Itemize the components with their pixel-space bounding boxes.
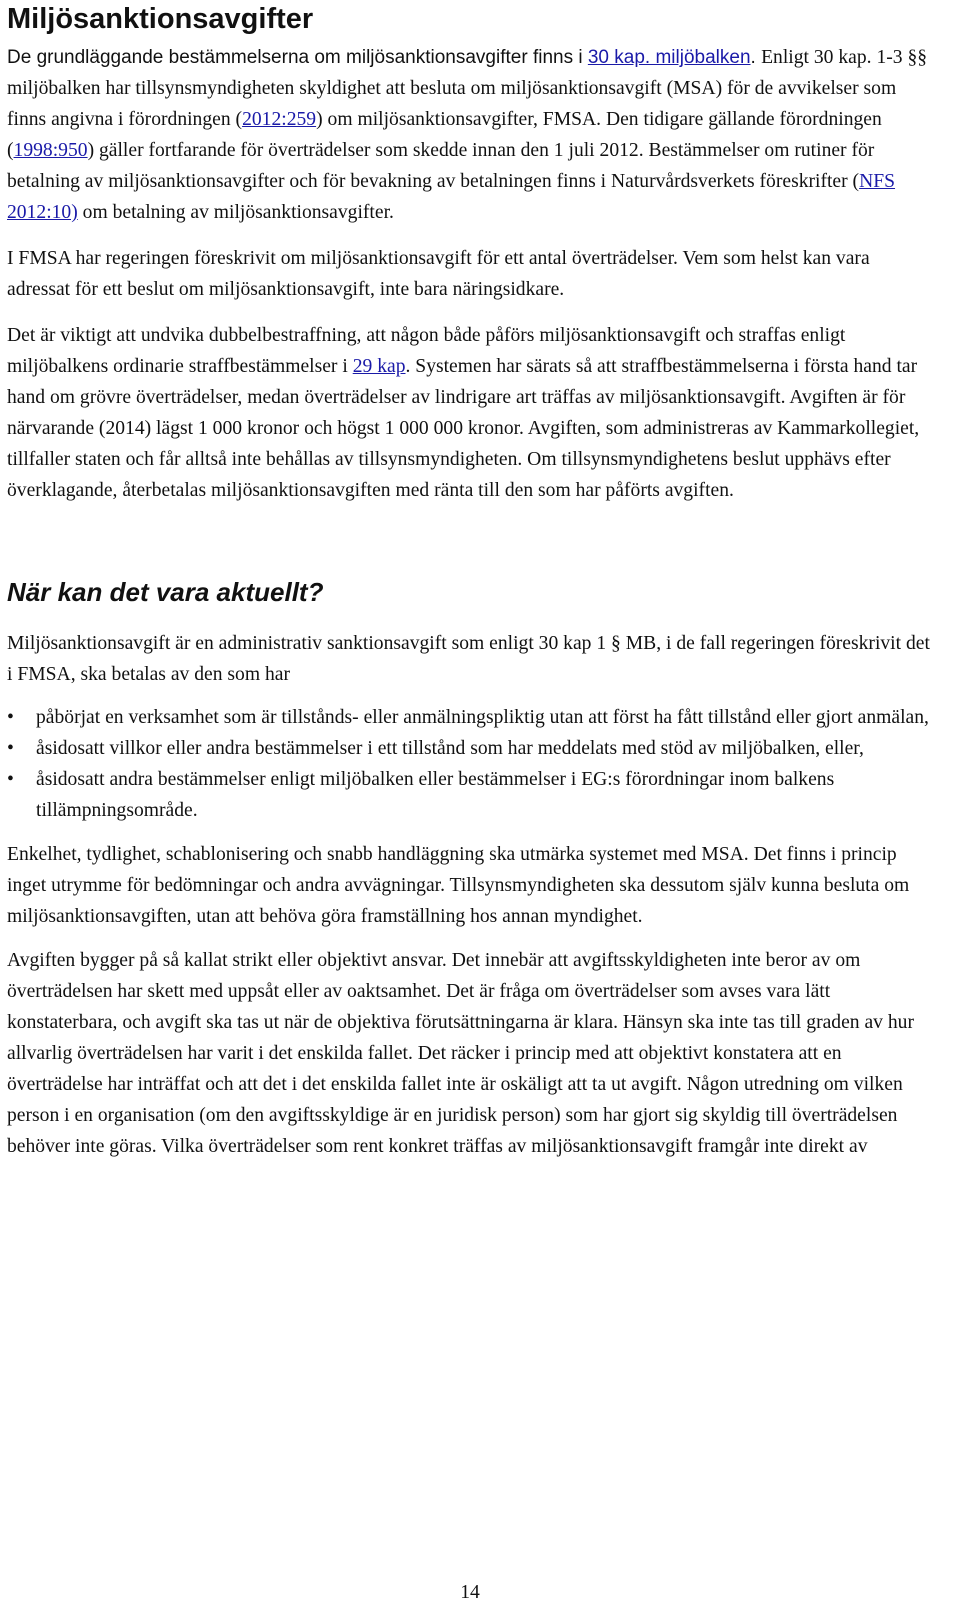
list-item-text: påbörjat en verksamhet som är tillstånds- eller anmälningspliktig utan att först ha fått tillstånd eller gjort anmälan,: [36, 707, 929, 728]
bullet-icon: •: [7, 769, 14, 790]
para3-text-b: . Systemen har särats så att straffbestämmelserna i första hand tar hand om grövre överträdelser, medan överträdelser av lindrigare art träffas av miljösanktionsavgift. Avgiften är för närvarande (2014) lägst 1 000 kronor och högst 1 000 000 kronor. Avgiften, som administreras av Kammarkollegiet, tillfaller staten och får alltså inte behållas av tillsynsmyndigheten. Om tillsynsmyndighetens beslut upphävs efter överklagande, återbetalas miljösanktionsavgiften med ränta till den som har påförts avgiften.: [7, 356, 920, 501]
intro-paragraph: [7, 42, 932, 228]
intro-text-1b: .: [750, 47, 762, 68]
link-29-kap[interactable]: 29 kap: [352, 356, 406, 377]
paragraph-definition: Miljösanktionsavgift är en administrativ sanktionsavgift som enligt 30 kap 1 § MB, i de fall regeringen föreskrivit det i FMSA, ska betalas av den som har: [7, 633, 930, 685]
intro-text-1: De grundläggande bestämmelserna om miljösanktionsavgifter finns i: [7, 47, 588, 68]
paragraph-fmsa: I FMSA har regeringen föreskrivit om miljösanktionsavgift för ett antal överträdelser. Vem som helst kan vara adressat för ett beslut om miljösanktionsavgift, inte bara näringsidkare.: [7, 248, 870, 300]
paragraph-enkelhet: Enkelhet, tydlighet, schablonisering och snabb handläggning ska utmärka systemet med MSA. Det finns i princip inget utrymme för bedömningar och andra avvägningar. Tillsynsmyndigheten ska dessutom själv kunna besluta om miljösanktionsavgiften, utan att behöva göra framställning hos annan myndighet.: [7, 844, 910, 927]
intro-text-2: Enligt 30 kap. 1-3 §§ miljöbalken har tillsynsmyndigheten skyldighet att besluta om miljösanktionsavgift (MSA) för de avvikelser som finns angivna i förordningen (: [7, 47, 928, 130]
list-item: [7, 702, 932, 733]
link-nfs-2012-10[interactable]: NFS 2012:10): [7, 171, 896, 223]
page-title: Miljösanktionsavgifter: [7, 3, 314, 35]
intro-text-3: Den tidigare gällande förordningen (: [7, 109, 882, 161]
list-item: [7, 733, 932, 764]
link-30-kap-miljobalken[interactable]: 30 kap. miljöbalken: [587, 47, 751, 68]
bullet-icon: •: [7, 738, 14, 759]
list-item-text: åsidosatt villkor eller andra bestämmelser i ett tillstånd som har meddelats med stöd av miljöbalken, eller,: [36, 738, 864, 759]
intro-text-3b: ) gäller fortfarande för överträdelser som skedde innan den 1 juli 2012.: [87, 140, 644, 161]
page-number: 14: [460, 1582, 480, 1603]
intro-text-4b: om betalning av miljösanktionsavgifter.: [77, 202, 394, 223]
intro-text-2b: ) om miljösanktionsavgifter, FMSA.: [316, 109, 602, 130]
para3-text: Det är viktigt att undvika dubbelbestraffning, att någon både påförs miljösanktionsavgift och straffas enligt miljöbalkens ordinarie straffbestämmelser i: [7, 325, 846, 377]
intro-text-4: Bestämmelser om rutiner för betalning av miljösanktionsavgifter och för bevakning av betalningen finns i Naturvårdsverkets föreskrifter (: [7, 140, 875, 192]
list-item-text: åsidosatt andra bestämmelser enligt miljöbalken eller bestämmelser i EG:s förordningar inom balkens tillämpningsområde.: [36, 769, 835, 821]
bullet-list: [7, 702, 932, 826]
link-1998-950[interactable]: 1998:950: [13, 140, 88, 161]
section-heading: När kan det vara aktuellt?: [7, 577, 324, 607]
paragraph-dubbelbestraffning: [7, 320, 932, 506]
bullet-icon: •: [7, 707, 14, 728]
paragraph-strikt-ansvar: Avgiften bygger på så kallat strikt eller objektivt ansvar. Det innebär att avgiftsskyldigheten inte beror av om överträdelsen har skett med uppsåt eller av oaktsamhet. Det är fråga om överträdelser som avses vara lätt konstaterbara, och avgift ska tas ut när de objektiva förutsättningarna är klara. Hänsyn ska inte tas till graden av hur allvarlig överträdelsen har varit i det enskilda fallet. Det räcker i princip med att objektivt konstatera att en överträdelse har inträffat och att det i det enskilda fallet inte är oskäligt att ta ut avgift. Någon utredning om vilken person i en organisation (om den avgiftsskyldige är en juridisk person) som har gjort sig skyldig till överträdelsen behöver inte göras. Vilka överträdelser som rent konkret träffas av miljösanktionsavgift framgår inte direkt av: [7, 950, 914, 1157]
link-2012-259[interactable]: 2012:259: [242, 109, 317, 130]
list-item: [7, 764, 932, 826]
